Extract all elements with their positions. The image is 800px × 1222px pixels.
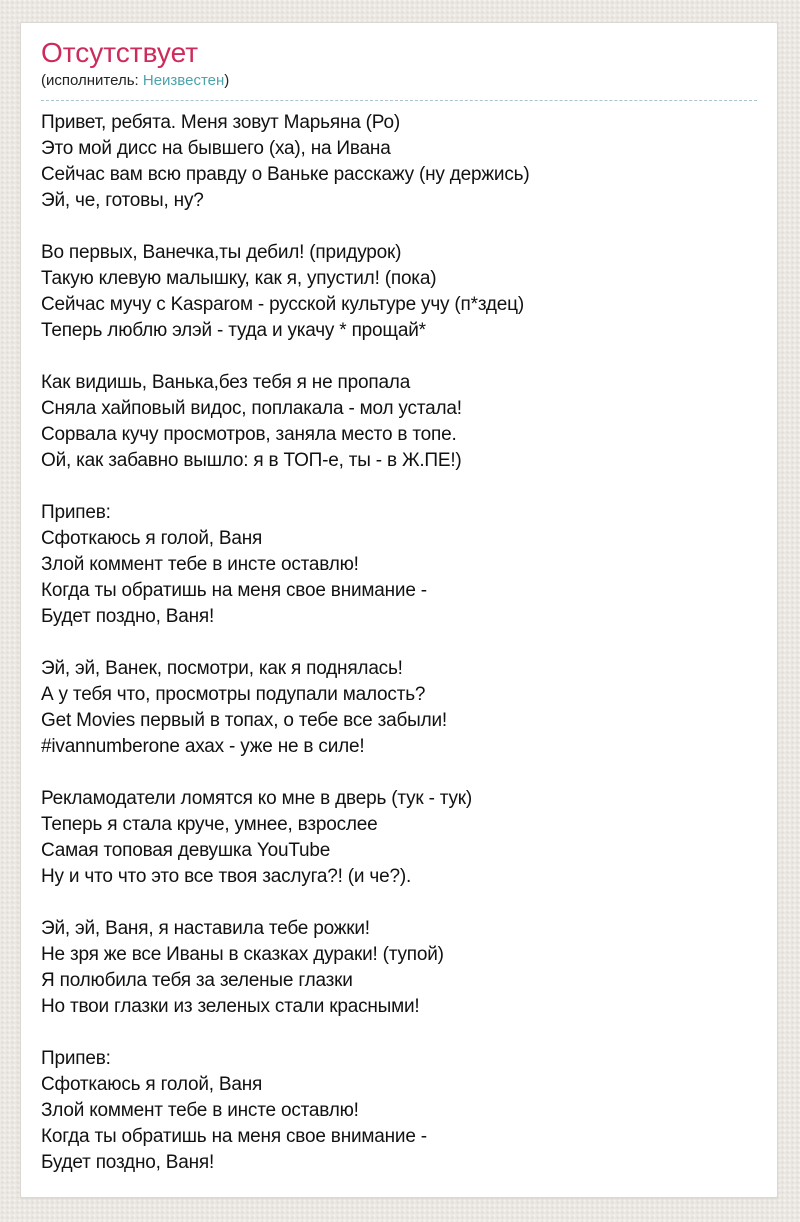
stanza-verse-5 [41, 916, 757, 1020]
lyric-line: Эй, эй, Ванек, посмотри, как я поднялась! [41, 658, 403, 679]
lyrics-text [41, 110, 757, 1176]
lyric-line: Это мой дисс на бывшего (ха), на Ивана [41, 138, 391, 159]
lyric-line: Такую клевую малышку, как я, упустил! (пока) [41, 268, 437, 289]
lyric-line: Как видишь, Ванька,без тебя я не пропала [41, 372, 411, 393]
lyric-line: Рекламодатели ломятся ко мне в дверь (тук - тук) [41, 788, 473, 809]
lyric-line: Будет поздно, Ваня! [41, 606, 215, 627]
lyric-line: Будет поздно, Ваня! [41, 1152, 215, 1173]
lyric-line: Я полюбила тебя за зеленые глазки [41, 970, 353, 991]
lyric-line: А у тебя что, просмотры подупали малость? [41, 684, 426, 705]
lyric-line: Припев: [41, 1048, 111, 1069]
lyric-line: Сфоткаюсь я голой, Ваня [41, 528, 263, 549]
lyric-line: Сорвала кучу просмотров, заняла место в топе. [41, 424, 457, 445]
lyric-line: Самая топовая девушка YouTube [41, 840, 331, 861]
lyric-line: Сейчас мучу с Kasparом - русской культуре учу (п*здец) [41, 294, 524, 315]
lyric-line: Сняла хайповый видос, поплакала - мол устала! [41, 398, 462, 419]
artist-line [41, 69, 757, 101]
artist-suffix: ) [224, 72, 230, 89]
lyric-line: Но твои глазки из зеленых стали красными! [41, 996, 420, 1017]
lyric-line: Ой, как забавно вышло: я в ТОП-е, ты - в Ж.ПЕ!) [41, 450, 462, 471]
lyric-line: Припев: [41, 502, 111, 523]
lyric-line: Злой коммент тебе в инсте оставлю! [41, 1100, 359, 1121]
lyric-line: Эй, эй, Ваня, я наставила тебе рожки! [41, 918, 370, 939]
stanza-verse-2 [41, 370, 757, 474]
stanza-verse-4 [41, 786, 757, 890]
lyric-line: Привет, ребята. Меня зовут Марьяна (Ро) [41, 112, 400, 133]
lyric-line: Сейчас вам всю правду о Ваньке расскажу (ну держись) [41, 164, 530, 185]
lyric-line: Во первых, Ванечка,ты дебил! (придурок) [41, 242, 402, 263]
song-title: Отсутствует [41, 37, 199, 68]
lyric-line: Не зря же все Иваны в сказках дураки! (тупой) [41, 944, 444, 965]
stanza-chorus-1 [41, 500, 757, 630]
lyric-line: Сфоткаюсь я голой, Ваня [41, 1074, 263, 1095]
lyrics-card [20, 22, 778, 1198]
artist-link[interactable]: Неизвестен [142, 72, 225, 89]
lyric-line: Ну и что что это все твоя заслуга?! (и че?). [41, 866, 412, 887]
stanza-verse-1 [41, 240, 757, 344]
lyric-line: Эй, че, готовы, ну? [41, 190, 204, 211]
stanza-intro [41, 110, 757, 214]
artist-prefix: (исполнитель: [41, 72, 143, 89]
stanza-chorus-2 [41, 1046, 757, 1176]
stanza-verse-3 [41, 656, 757, 760]
lyric-line: Злой коммент тебе в инсте оставлю! [41, 554, 359, 575]
lyric-line: Get Movies первый в топах, о тебе все забыли! [41, 710, 447, 731]
lyric-line: Теперь я стала круче, умнее, взрослее [41, 814, 378, 835]
lyric-line: #ivannumberone ахах - уже не в силе! [41, 736, 365, 757]
lyric-line: Когда ты обратишь на меня свое внимание - [41, 1126, 427, 1147]
lyric-line: Когда ты обратишь на меня свое внимание - [41, 580, 427, 601]
lyric-line: Теперь люблю элэй - туда и укачу * прощай* [41, 320, 426, 341]
